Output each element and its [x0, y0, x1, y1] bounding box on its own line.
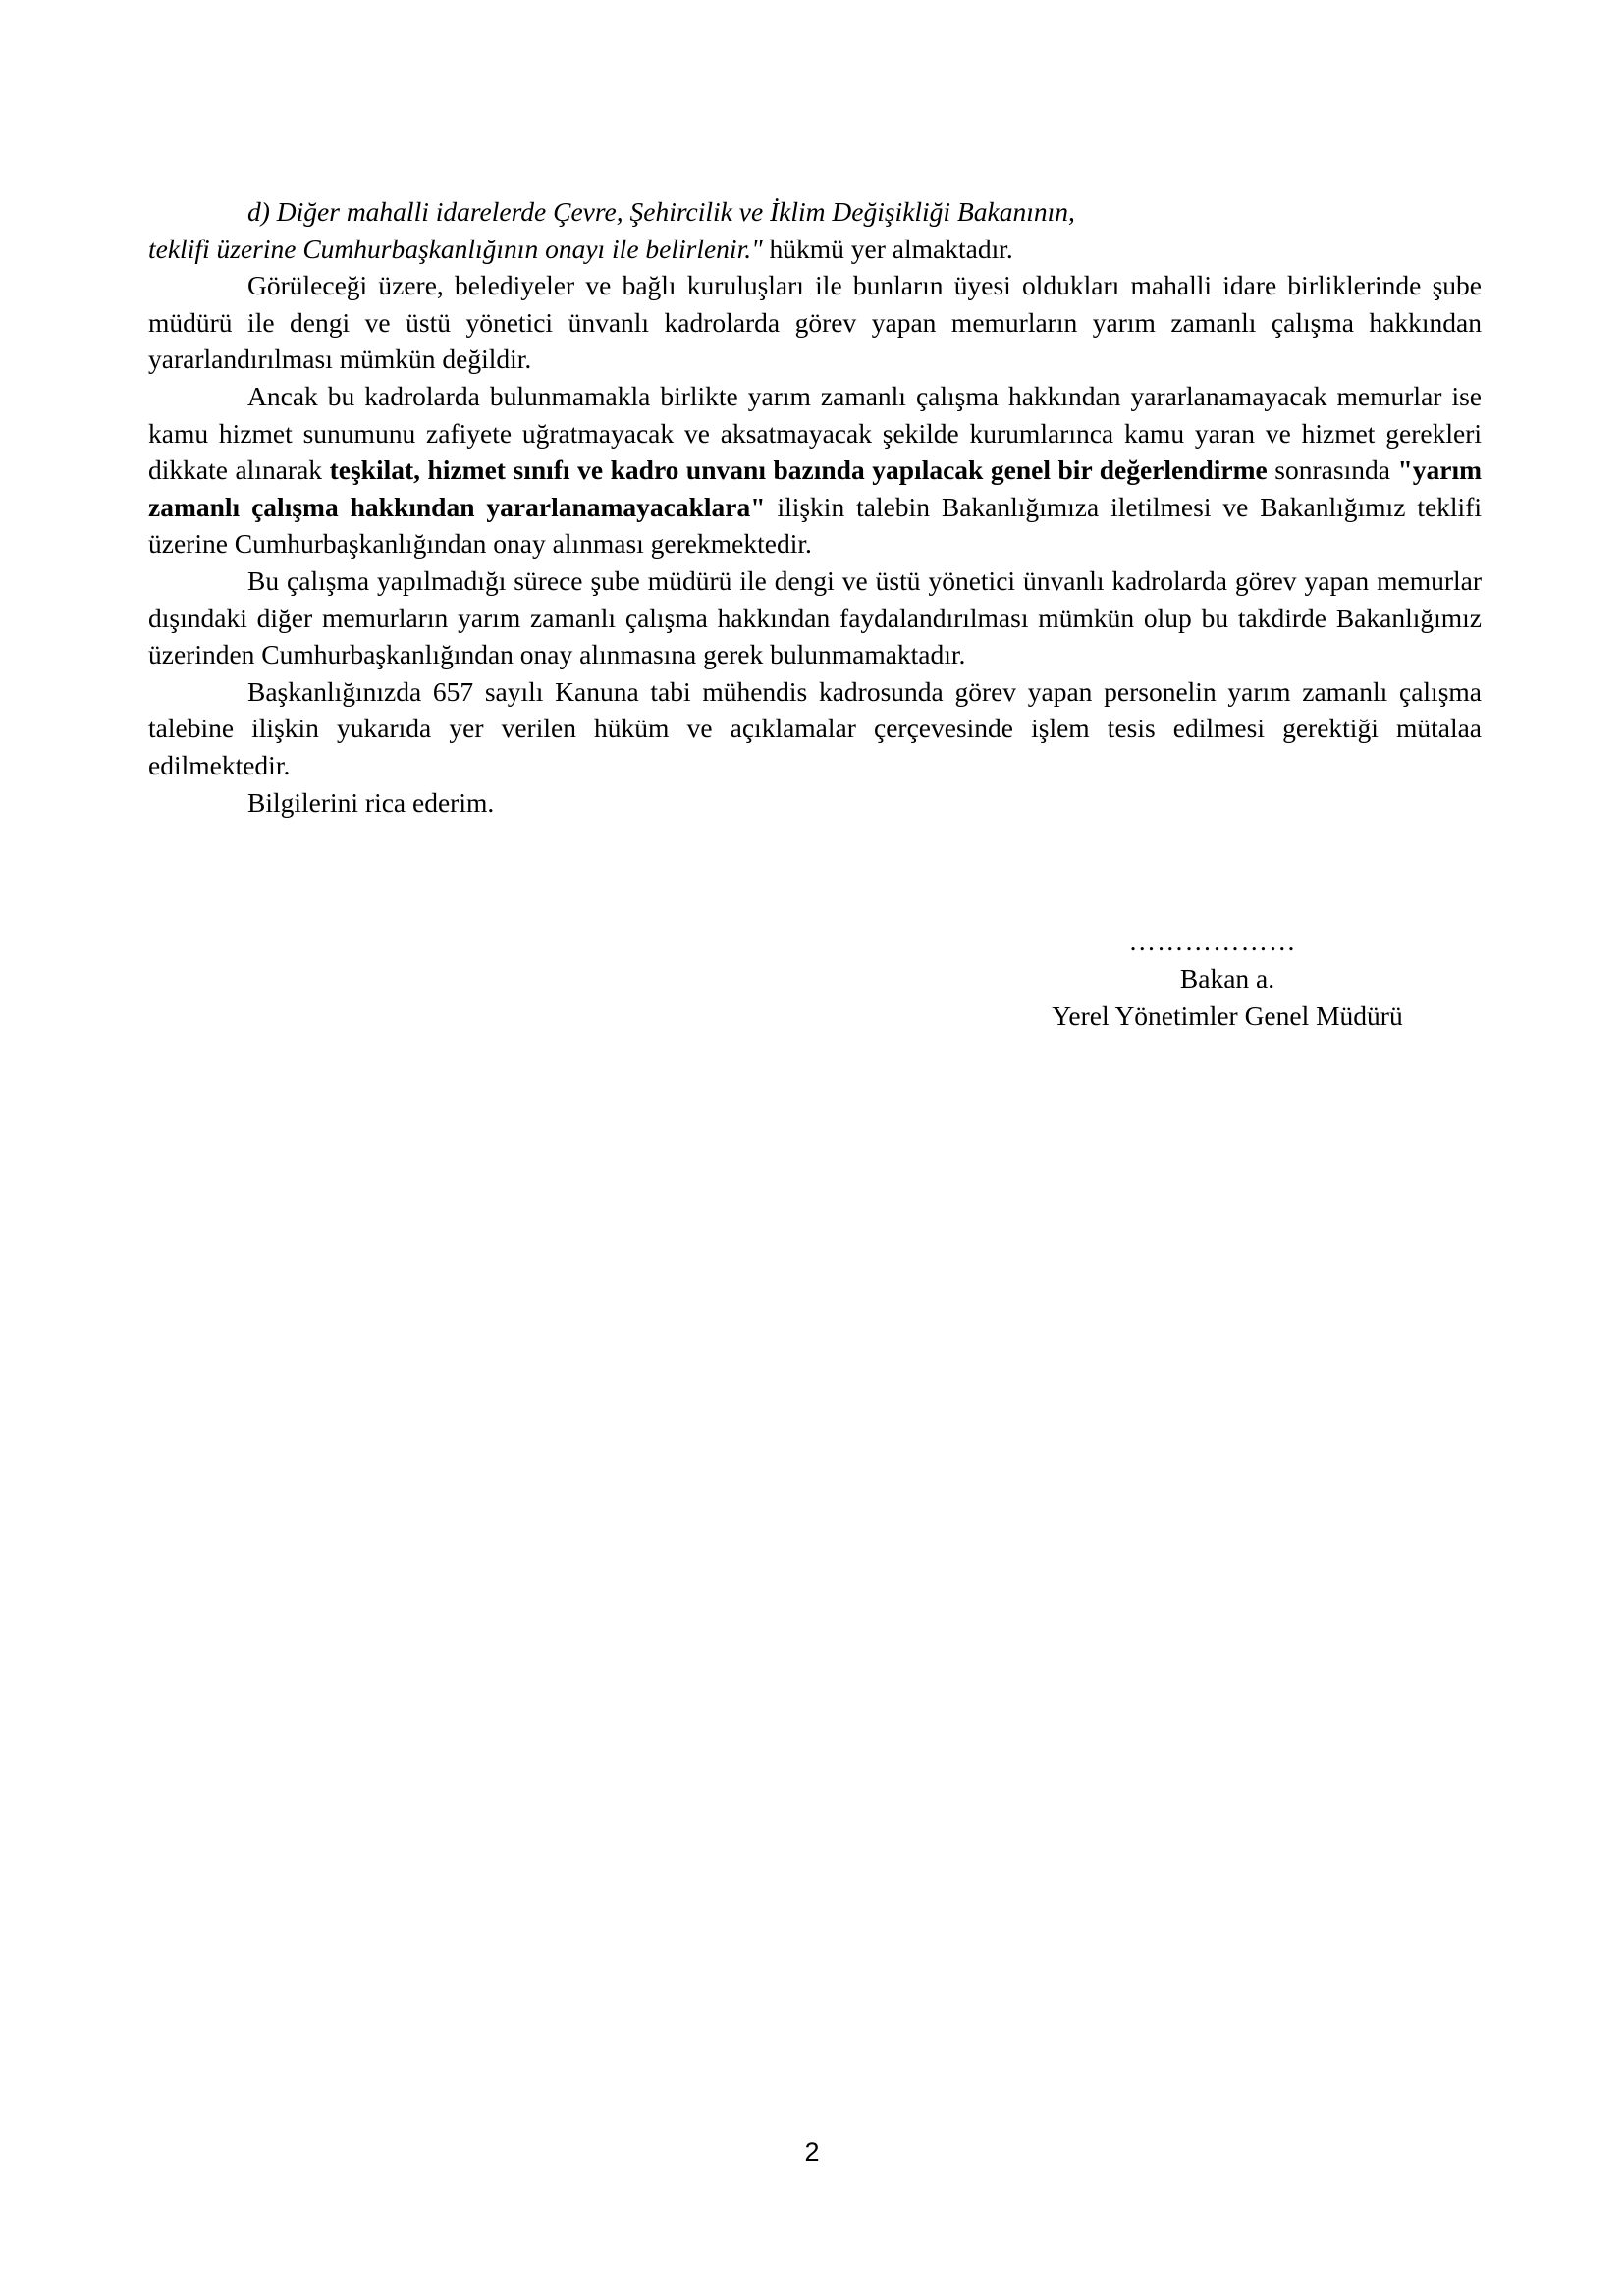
paragraph-2-text-2: sonrasında: [1267, 454, 1398, 486]
paragraph-2-text-1: Ancak bu kadrolarda bulunmamakla birlikte yarım zamanlı çalışma hakkından yararlanamayacak memurlar ise kamu hizmet sunumunu zafiyete uğratmayacak ve aksatmayacak şekilde kurumlarınca kamu yaran ve hizmet gerekleri dikkate alınarak: [148, 380, 1482, 486]
paragraph-2-text-3: ilişkin talebin Bakanlığımıza iletilmesi ve Bakanlığımız teklifi üzerine Cumhurbaşkanlığından onay alınması gerekmektedir.: [148, 491, 1482, 560]
paragraph-4: Başkanlığınızda 657 sayılı Kanuna tabi mühendis kadrosunda görev yapan personelin yarım zamanlı çalışma talebine ilişkin yukarıda yer verilen hüküm ve açıklamalar çerçevesinde işlem tesis edilmesi gerektiği mütalaa edilmektedir.: [148, 675, 1482, 780]
paragraph-2: [148, 378, 1482, 562]
signature-block: [972, 923, 1483, 1035]
quoted-provision: [148, 193, 1482, 267]
paragraph-2-bold-1: teşkilat, hizmet sınıfı ve kadro unvanı bazında yapılacak genel bir değerlendirme: [329, 454, 1268, 486]
quote-line-2-suffix: hükmü yer almaktadır.: [762, 233, 1013, 264]
letter-body: [148, 193, 1482, 821]
paragraph-3: Bu çalışma yapılmadığı sürece şube müdürü ile dengi ve üstü yönetici ünvanlı kadrolarda görev yapan memurlar dışındaki diğer memurların yarım zamanlı çalışma hakkından faydalandırılması mümkün olup bu takdirde Bakanlığımız üzerinden Cumhurbaşkanlığından onay alınmasına gerek bulunmamaktadır.: [148, 564, 1482, 670]
paragraph-2-bold-2: "yarım zamanlı çalışma hakkından yararlanamayacaklara": [148, 454, 1482, 522]
signature-line-2: Yerel Yönetimler Genel Müdürü: [1052, 1000, 1403, 1031]
quote-line-2: teklifi üzerine Cumhurbaşkanlığının onayı ile belirlenir.": [148, 233, 763, 264]
closing-line: Bilgilerini rica ederim.: [247, 786, 495, 818]
signature-line-1: Bakan a.: [1179, 963, 1275, 993]
paragraph-1: Görüleceği üzere, belediyeler ve bağlı kuruluşları ile bunların üyesi oldukları mahalli idare birliklerinde şube müdürü ile dengi ve üstü yönetici ünvanlı kadrolarda görev yapan memurların yarım zamanlı çalışma hakkından yararlandırılması mümkün değildir.: [148, 270, 1482, 375]
page-number: 2: [804, 2137, 820, 2166]
signature-dots: ………………: [1128, 926, 1297, 956]
quote-line-1: d) Diğer mahalli idarelerde Çevre, Şehircilik ve İklim Değişikliği Bakanının,: [247, 196, 1075, 227]
